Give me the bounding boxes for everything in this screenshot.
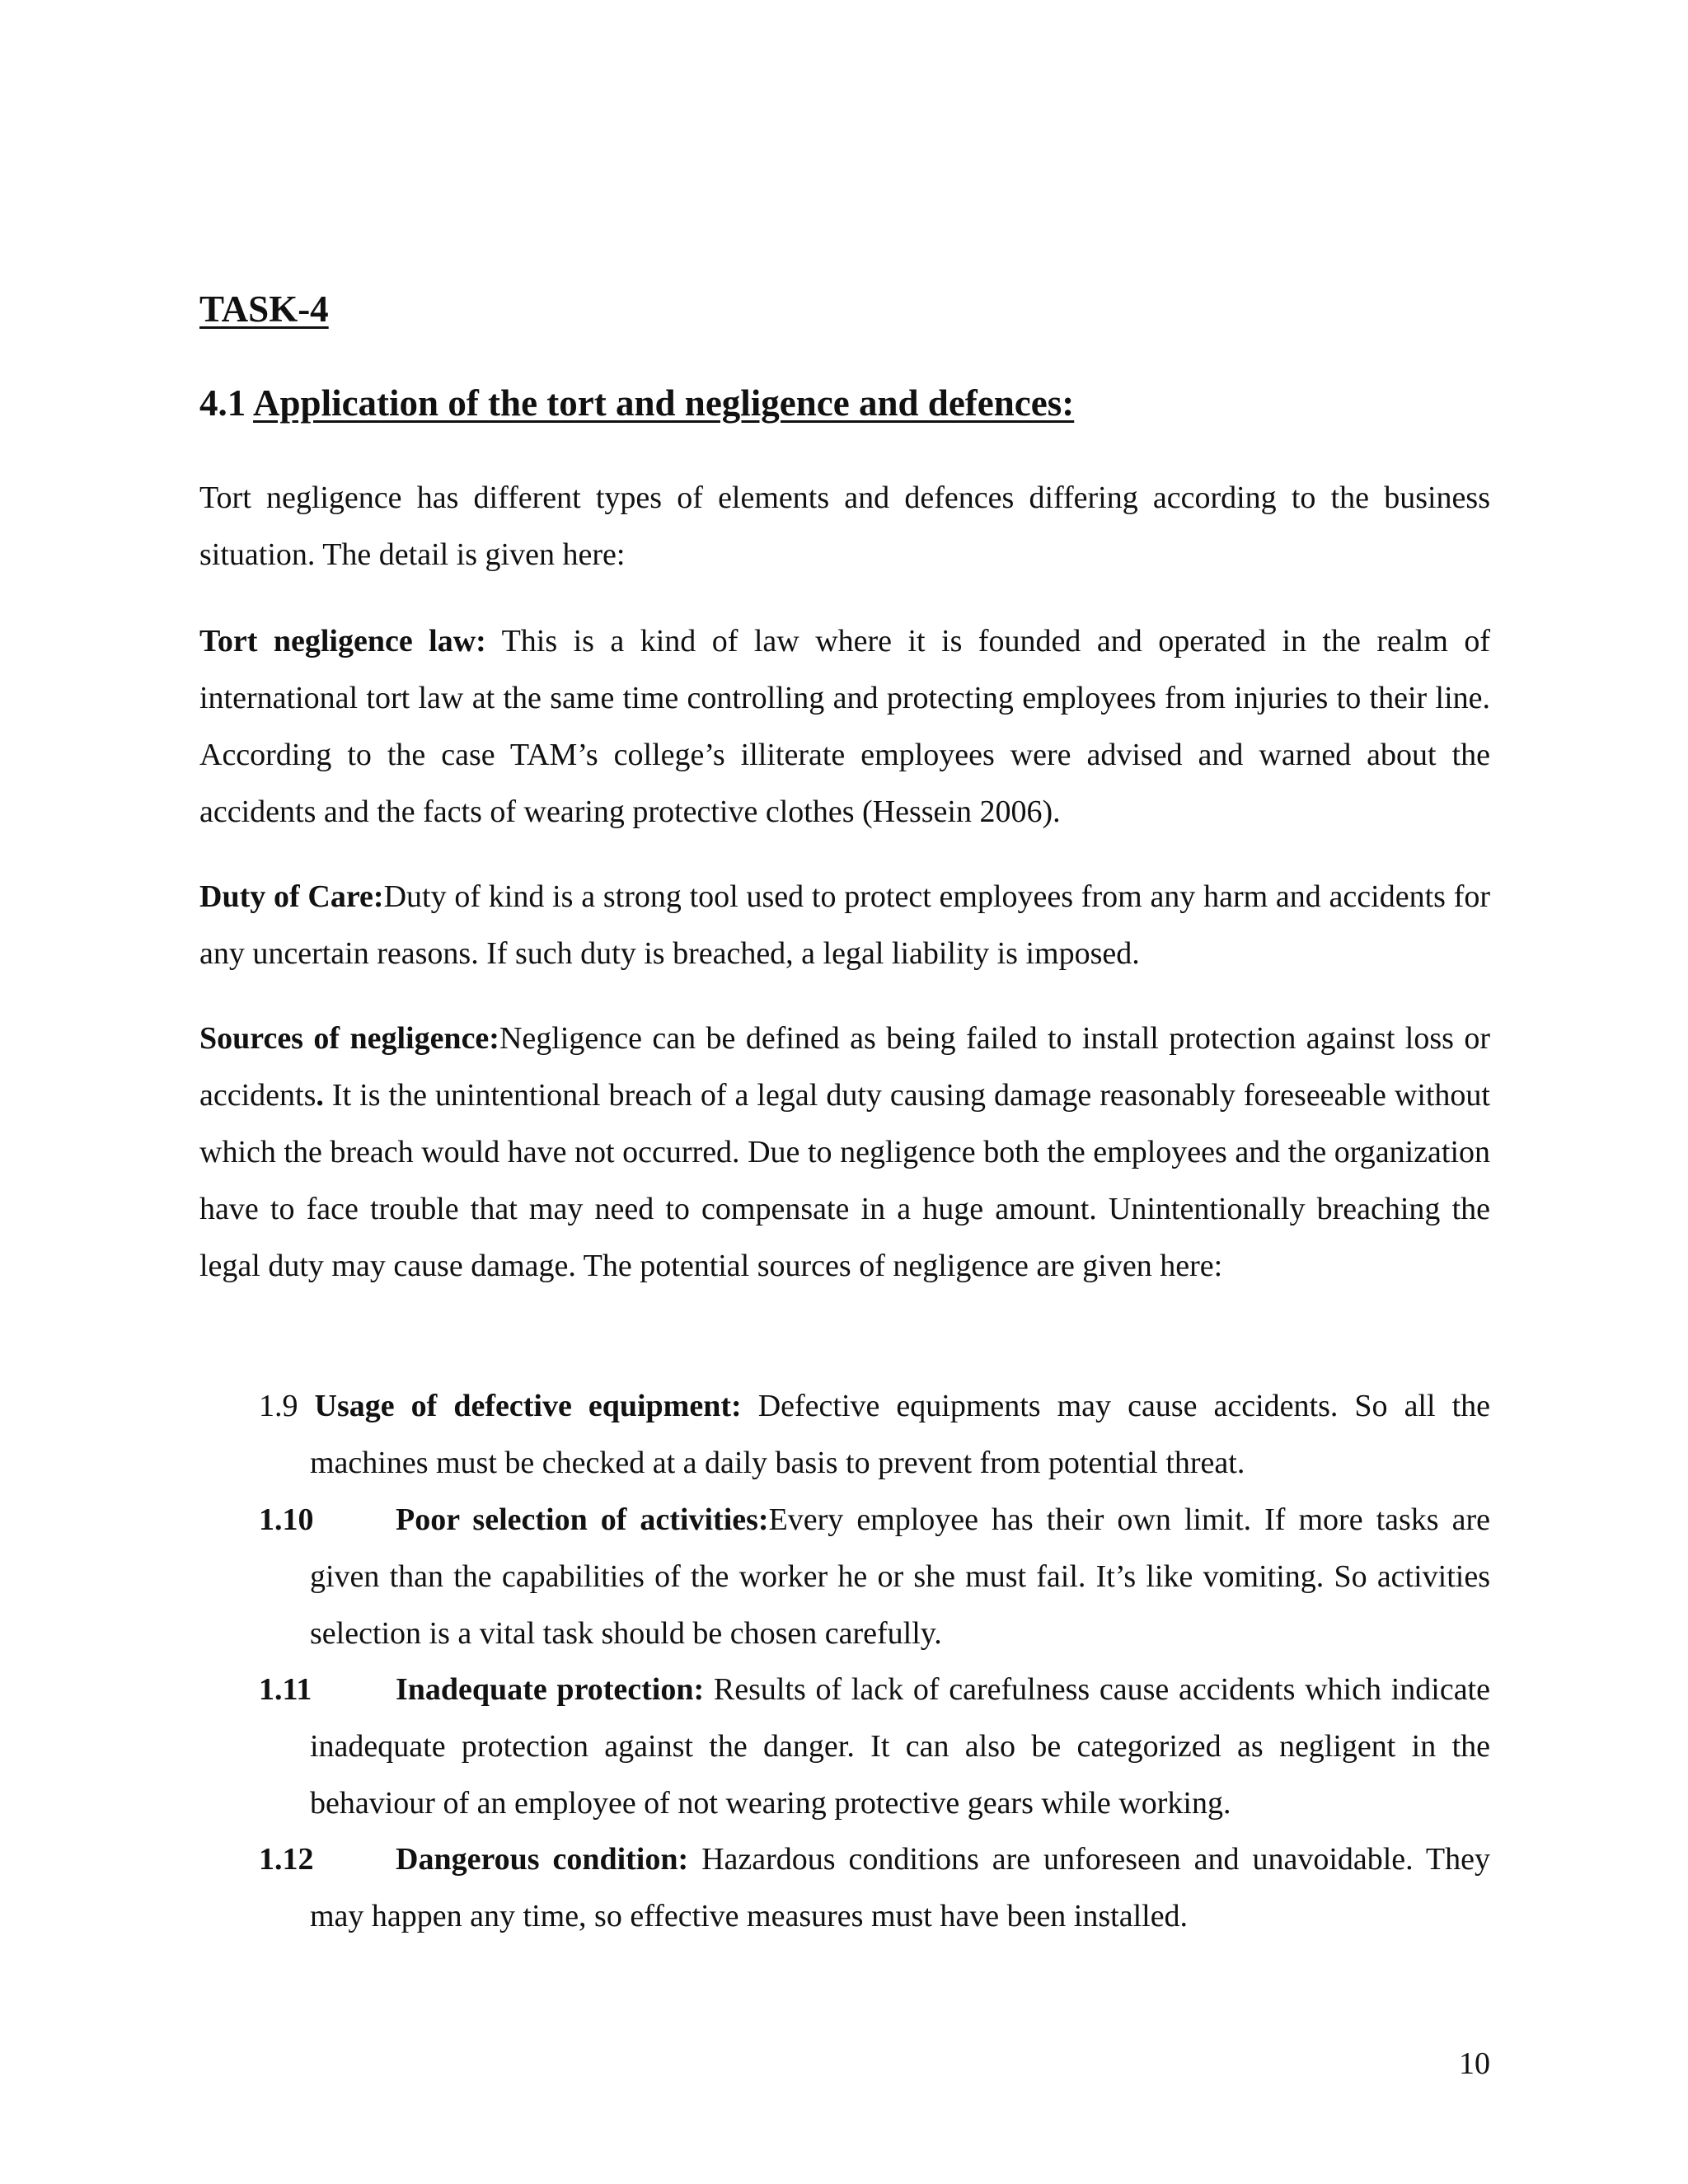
list-item-number: 1.10 xyxy=(259,1502,314,1537)
section-number: 4.1 xyxy=(199,382,246,424)
duty-of-care-label: Duty of Care: xyxy=(199,879,384,914)
list-item-label: Dangerous condition: xyxy=(396,1842,689,1877)
list-item-text: Hazardous conditions are unforeseen and unavoidable. They may happen any time, so effective measures must have been installed. xyxy=(310,1842,1490,1933)
tort-law-label: Tort negligence law: xyxy=(199,624,486,658)
list-item-text: Defective equipments may cause accidents. So all the machines must be checked at a daily basis to prevent from potential threat. xyxy=(310,1389,1491,1480)
sources-text-b: It is the unintentional breach of a legal duty causing damage reasonably foreseeable without which the breach would have not occurred. Due to negligence both the employees and the organization have to face trouble that may need to compensate in a huge amount. Unintentionally breaching the legal duty may cause damage. The potential sources of negligence are given here: xyxy=(199,1078,1490,1283)
list-item-number: 1.9 xyxy=(259,1389,298,1423)
list-item xyxy=(259,1492,1490,1662)
list-item-text: Results of lack of carefulness cause accidents which indicate inadequate protection against the danger. It can also be categorized as negligent in the behaviour of an employee of not wearing protective gears while working. xyxy=(310,1672,1490,1821)
tort-law-text: This is a kind of law where it is founded and operated in the realm of international tort law at the same time controlling and protecting employees from injuries to their line. According to the case TAM’s college’s illiterate employees were advised and warned about the accidents and the facts of wearing protective clothes (Hessein 2006). xyxy=(199,624,1490,829)
task-heading: TASK-4 xyxy=(199,288,329,330)
list-item xyxy=(259,1831,1490,1945)
list-item-text: Every employee has their own limit. If more tasks are given than the capabilities of the worker he or she must fail. It’s like vomiting. So activities selection is a vital task should be chosen carefully. xyxy=(310,1502,1490,1651)
tort-law-paragraph xyxy=(199,613,1490,841)
page-number: 10 xyxy=(1459,2046,1490,2081)
list-item-label: Inadequate protection: xyxy=(396,1672,705,1707)
list-item-label: Poor selection of activities: xyxy=(396,1502,769,1537)
sources-text-a: Negligence can be defined as being failed to install protection against loss or accidents xyxy=(199,1021,1490,1113)
list-item xyxy=(259,1378,1490,1492)
sources-label: Sources of negligence: xyxy=(199,1021,499,1056)
section-title: Application of the tort and negligence and defences: xyxy=(253,382,1075,424)
sources-paragraph xyxy=(199,1010,1490,1295)
list-item-number: 1.11 xyxy=(259,1672,312,1707)
sources-period: . xyxy=(316,1078,324,1113)
section-heading xyxy=(199,381,1074,425)
intro-text: Tort negligence has different types of elements and defences differing according to the business situation. The detail is given here: xyxy=(199,480,1490,572)
list-item-number: 1.12 xyxy=(259,1842,314,1877)
list-item xyxy=(259,1661,1490,1832)
duty-of-care-text: Duty of kind is a strong tool used to protect employees from any harm and accidents for any uncertain reasons. If such duty is breached, a legal liability is imposed. xyxy=(199,879,1491,971)
list-item-label: Usage of defective equipment: xyxy=(314,1389,742,1423)
duty-of-care-paragraph xyxy=(199,869,1490,982)
intro-paragraph xyxy=(199,470,1490,583)
